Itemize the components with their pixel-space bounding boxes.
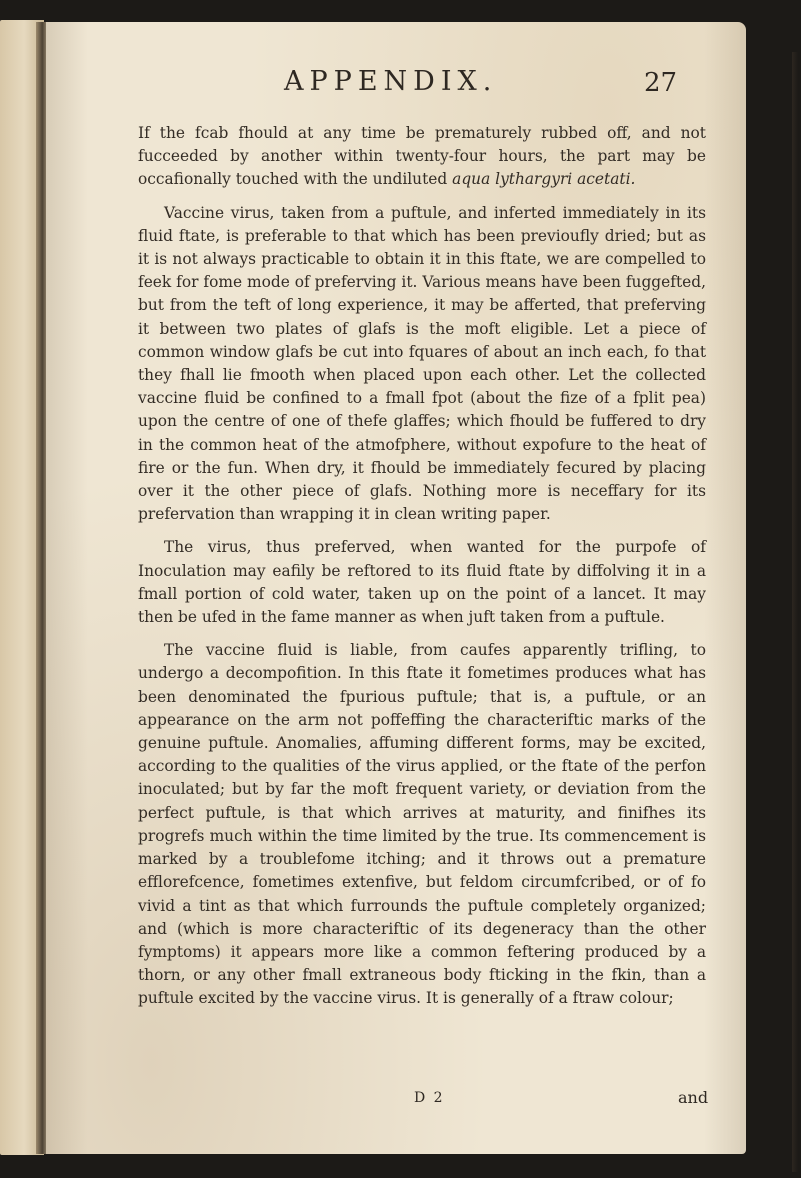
page-edge-shadow bbox=[792, 52, 798, 1172]
italic-phrase: aqua lythargyri acetati. bbox=[452, 170, 636, 189]
body-text bbox=[138, 122, 706, 1021]
book-page bbox=[46, 22, 746, 1154]
paragraph-text: The virus, thus preferved, when wanted for the purpofe of Inoculation may eafily be reftored to its fluid ftate by diffolving it in a fmall portion of cold water, taken up on the point of a lancet. It may then be ufed in the fame manner as when juft taken from a puftule. bbox=[138, 538, 706, 627]
catchword: and bbox=[678, 1088, 709, 1107]
paragraph-1 bbox=[138, 122, 706, 192]
paragraph-2 bbox=[138, 202, 706, 527]
paragraph-text: If the fcab fhould at any time be prematurely rubbed off, and not fucceeded by another within twenty-four hours, the part may be occafionally touched with the undiluted bbox=[138, 124, 706, 189]
signature-mark: D 2 bbox=[414, 1090, 445, 1106]
page-number: 27 bbox=[644, 68, 678, 98]
page-header bbox=[46, 66, 746, 106]
paragraph-4 bbox=[138, 639, 706, 1010]
paragraph-text: Vaccine virus, taken from a puftule, and inferted immediately in its fluid ftate, is preferable to that which has been previoufly dried; but as it is not always practicable to obtain it in this ftate, we are compelled to feek for fome mode of preferving it. Various means have been fuggefted, but from the teft of long experience, it may be afferted, that preferving it between two plates of glafs is the moft eligible. Let a piece of common window glafs be cut into fquares of about an inch each, fo that they fhall lie fmooth when placed upon each other. Let the collected vaccine fluid be confined to a fmall fpot (about the fize of a fplit pea) upon the centre of one of thefe glaffes; which fhould be fuffered to dry in the common heat of the atmofphere, without expofure to the heat of fire or the fun. When dry, it fhould be immediately fecured by placing over it the other piece of glafs. Nothing more is neceffary for its prefervation than wrapping it in clean writing paper. bbox=[138, 203, 706, 524]
running-head: APPENDIX. bbox=[284, 66, 498, 97]
paragraph-text: The vaccine fluid is liable, from caufes apparently trifling, to undergo a decompofition. In this ftate it fometimes produces what has been denominated the fpurious puftule; that is, a puftule, or an appearance on the arm not poffeffing the characteriftic marks of the genuine puftule. Anomalies, affuming different forms, may be excited, according to the qualities of the virus applied, or the ftate of the perfon inoculated; but by far the moft frequent variety, or deviation from the perfect puftule, is that which arrives at maturity, and finifhes its progrefs much within the time limited by the true. Its commencement is marked by a troublefome itching; and it throws out a premature efflorefcence, fometimes extenfive, but feldom circumfcribed, or of fo vivid a tint as that which furrounds the puftule completely organized; and (which is more characteriftic of its degeneracy than the other fymptoms) it appears more like a common feftering produced by a thorn, or any other fmall extraneous body fticking in the fkin, than a puftule excited by the vaccine virus. It is generally of a ftraw colour; bbox=[138, 641, 706, 1008]
paragraph-3 bbox=[138, 536, 706, 629]
